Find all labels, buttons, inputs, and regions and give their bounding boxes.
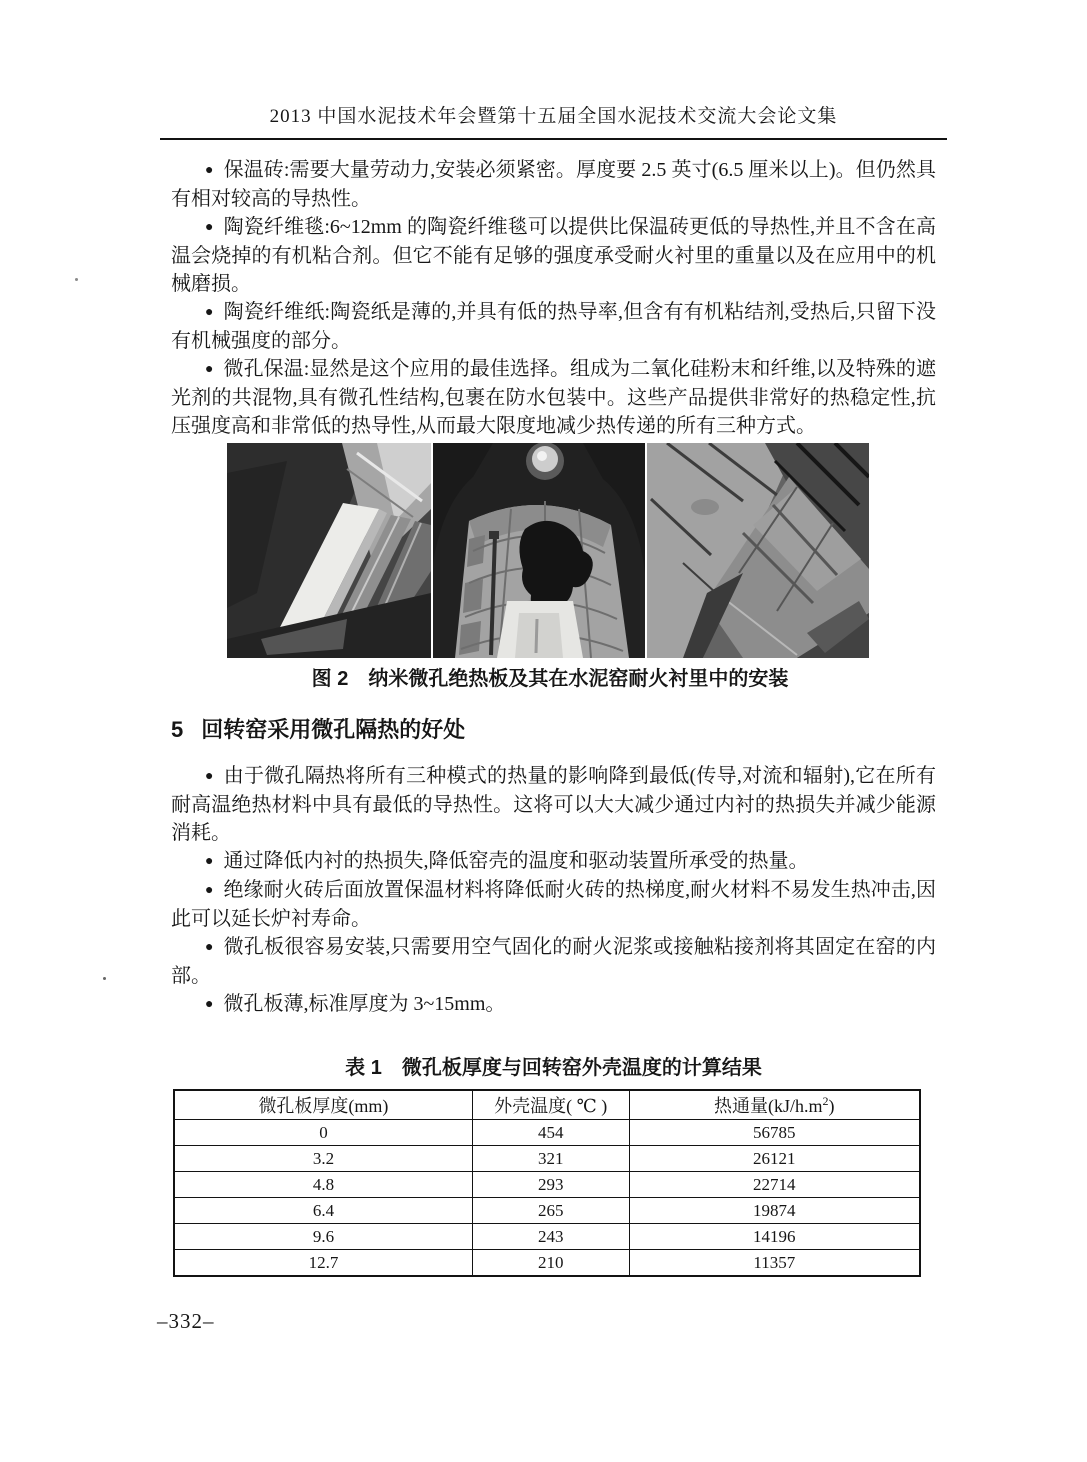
header-rule	[160, 138, 947, 140]
heat-flux-label: 热通量(kJ/h.m	[714, 1096, 823, 1117]
paragraph-text: 陶瓷纤维纸:陶瓷纸是薄的,并具有低的热导率,但含有有机粘结剂,受热后,只留下没有机械强度的部分。	[171, 301, 936, 352]
col-header-shell-temp: 外壳温度( ℃ )	[472, 1090, 629, 1120]
bullet-icon: ●	[205, 362, 214, 377]
heat-flux-label-close: )	[828, 1096, 835, 1117]
cell-shell-temp: 210	[472, 1250, 629, 1277]
table-row	[174, 1120, 920, 1146]
cell-shell-temp: 321	[472, 1146, 629, 1172]
paragraph-text: 保温砖:需要大量劳动力,安装必须紧密。厚度要 2.5 英寸(6.5 厘米以上)。但仍然具有相对较高的导热性。	[171, 159, 936, 210]
cell-thickness: 0	[174, 1120, 472, 1146]
section-heading	[171, 716, 936, 744]
cell-thickness: 3.2	[174, 1146, 472, 1172]
cell-heat-flux: 19874	[629, 1198, 920, 1224]
bullet-icon: ●	[205, 305, 214, 320]
cell-shell-temp: 454	[472, 1120, 629, 1146]
cell-heat-flux: 11357	[629, 1250, 920, 1277]
bullet-icon: ●	[205, 769, 214, 785]
cell-heat-flux: 22714	[629, 1172, 920, 1198]
section-number: 5	[171, 717, 184, 742]
results-table	[173, 1089, 921, 1277]
col-header-thickness: 微孔板厚度(mm)	[174, 1090, 472, 1120]
bullet-icon: ●	[205, 220, 214, 235]
bullet-icon: ●	[205, 997, 214, 1013]
table-row	[174, 1198, 920, 1224]
table-header-row	[174, 1090, 920, 1120]
cell-thickness: 12.7	[174, 1250, 472, 1277]
intro-paragraph	[171, 298, 936, 355]
intro-section	[171, 156, 936, 440]
benefit-paragraph	[171, 990, 936, 1019]
cell-heat-flux: 26121	[629, 1146, 920, 1172]
table-row	[174, 1172, 920, 1198]
intro-paragraph	[171, 213, 936, 298]
table-title: 表 1 微孔板厚度与回转窑外壳温度的计算结果	[345, 1057, 762, 1080]
bullet-icon: ●	[205, 940, 214, 956]
cell-shell-temp: 265	[472, 1198, 629, 1224]
benefit-paragraph	[171, 847, 936, 876]
paragraph-text: 微孔板薄,标准厚度为 3~15mm。	[223, 993, 506, 1016]
benefit-paragraph	[171, 762, 936, 847]
benefits-section	[171, 762, 936, 1019]
bullet-icon: ●	[205, 883, 214, 899]
paragraph-text: 通过降低内衬的热损失,降低窑壳的温度和驱动装置所承受的热量。	[223, 850, 809, 873]
benefit-paragraph	[171, 933, 936, 990]
section-title: 回转窑采用微孔隔热的好处	[201, 717, 466, 742]
paragraph-text: 由于微孔隔热将所有三种模式的热量的影响降到最低(传导,对流和辐射),它在所有耐高温绝热材料中具有最低的导热性。这将可以大大减少通过内衬的热损失并减少能源消耗。	[171, 765, 936, 845]
col-header-heat-flux	[629, 1090, 920, 1120]
page-number: –332–	[157, 1309, 215, 1334]
paragraph-text: 微孔保温:显然是这个应用的最佳选择。组成为二氧化硅粉末和纤维,以及特殊的遮光剂的共混物,具有微孔性结构,包裹在防水包装中。这些产品提供非常好的热稳定性,抗压强度高和非常低的热导性,从而最大限度地减少热传递的所有三种方式。	[171, 358, 936, 437]
cell-thickness: 9.6	[174, 1224, 472, 1250]
cell-shell-temp: 293	[472, 1172, 629, 1198]
figure-2	[227, 443, 873, 692]
kiln-interior-installation-photo	[433, 443, 645, 658]
intro-paragraph	[171, 156, 936, 213]
benefit-paragraph	[171, 876, 936, 933]
bullet-icon: ●	[205, 163, 214, 178]
microporous-insulation-boards-photo	[227, 443, 431, 658]
bullet-icon: ●	[205, 854, 214, 870]
table-row	[174, 1250, 920, 1277]
paragraph-text: 陶瓷纤维毯:6~12mm 的陶瓷纤维毯可以提供比保温砖更低的导热性,并且不含在高温会烧掉的有机粘合剂。但它不能有足够的强度承受耐火衬里的重量以及在应用中的机械磨损。	[171, 216, 936, 295]
figure-photo-strip	[227, 443, 873, 658]
intro-paragraph	[171, 355, 936, 440]
cell-thickness: 4.8	[174, 1172, 472, 1198]
page-content	[157, 0, 936, 1334]
paragraph-text: 绝缘耐火砖后面放置保温材料将降低耐火砖的热梯度,耐火材料不易发生热冲击,因此可以延长炉衬寿命。	[171, 879, 936, 931]
paragraph-text: 微孔板很容易安装,只需要用空气固化的耐火泥浆或接触粘接剂将其固定在窑的内部。	[171, 936, 936, 988]
table-row	[174, 1224, 920, 1250]
cell-shell-temp: 243	[472, 1224, 629, 1250]
cell-thickness: 6.4	[174, 1198, 472, 1224]
scan-speck	[75, 278, 78, 281]
table-row	[174, 1146, 920, 1172]
cell-heat-flux: 14196	[629, 1224, 920, 1250]
running-header-title: 2013 中国水泥技术年会暨第十五届全国水泥技术交流大会论文集	[269, 106, 838, 127]
cell-heat-flux: 56785	[629, 1120, 920, 1146]
heat-flux-superscript: 2	[822, 1094, 829, 1109]
scan-speck	[103, 977, 106, 980]
kiln-brick-lining-photo	[647, 443, 869, 658]
figure-caption: 图 2 纳米微孔绝热板及其在水泥窑耐火衬里中的安装	[311, 668, 789, 690]
